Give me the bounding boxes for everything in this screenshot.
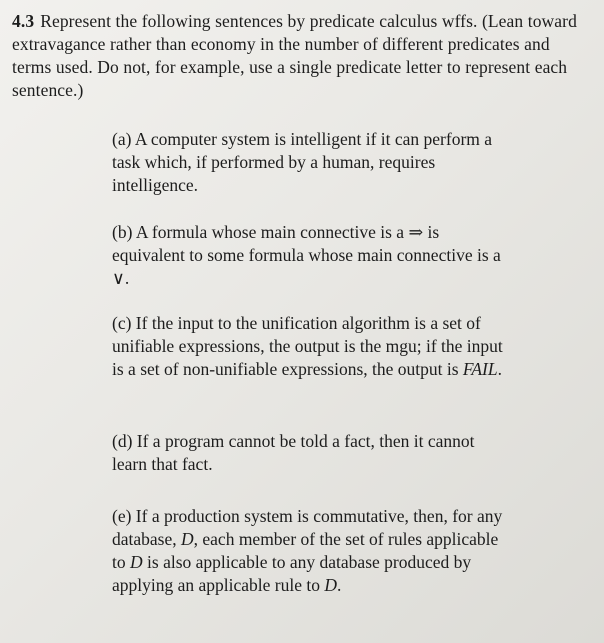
part-e [112, 505, 512, 597]
part-c-end: . [497, 359, 502, 379]
part-b [112, 221, 512, 290]
part-a-text: (a) A computer system is intelligent if it can perform a task which, if performed by a human, requires intelligence. [112, 129, 493, 195]
fail-term: FAIL [462, 359, 498, 379]
part-e-end: . [337, 575, 342, 595]
part-a [112, 128, 512, 197]
part-e-text-2: , each member of the set of rules applicable to [112, 529, 499, 572]
part-e-text-1: (e) If a production system is commutative, then, for any database, [112, 506, 503, 549]
part-e-text-3: is also applicable to any database produced by applying an applicable rule to [112, 552, 472, 595]
part-c [112, 312, 512, 381]
exercise-intro [12, 10, 592, 102]
database-variable: D [130, 552, 143, 572]
database-variable: D [181, 529, 194, 549]
part-b-text-1: (b) A formula whose main connective is a [112, 222, 405, 242]
part-d [112, 430, 512, 476]
part-b-text-2: is equivalent to some formula whose main connective is a [112, 222, 501, 265]
database-variable: D [324, 575, 337, 595]
or-symbol: ∨ [112, 268, 125, 288]
exercise-number: 4.3 [12, 11, 35, 31]
part-c-text: (c) If the input to the unification algorithm is a set of unifiable expressions, the output is the mgu; if the input is a set of non-unifiable expressions, the output is [112, 313, 503, 379]
part-b-end: . [124, 268, 130, 288]
exercise-instructions: Represent the following sentences by predicate calculus wffs. (Lean toward extravagance rather than economy in the number of different predicates and terms used. Do not, for example, use a single predicate letter to represent each sentence.) [12, 11, 577, 100]
part-d-text: (d) If a program cannot be told a fact, then it cannot learn that fact. [112, 431, 475, 474]
implies-symbol: ⇒ [408, 222, 424, 242]
